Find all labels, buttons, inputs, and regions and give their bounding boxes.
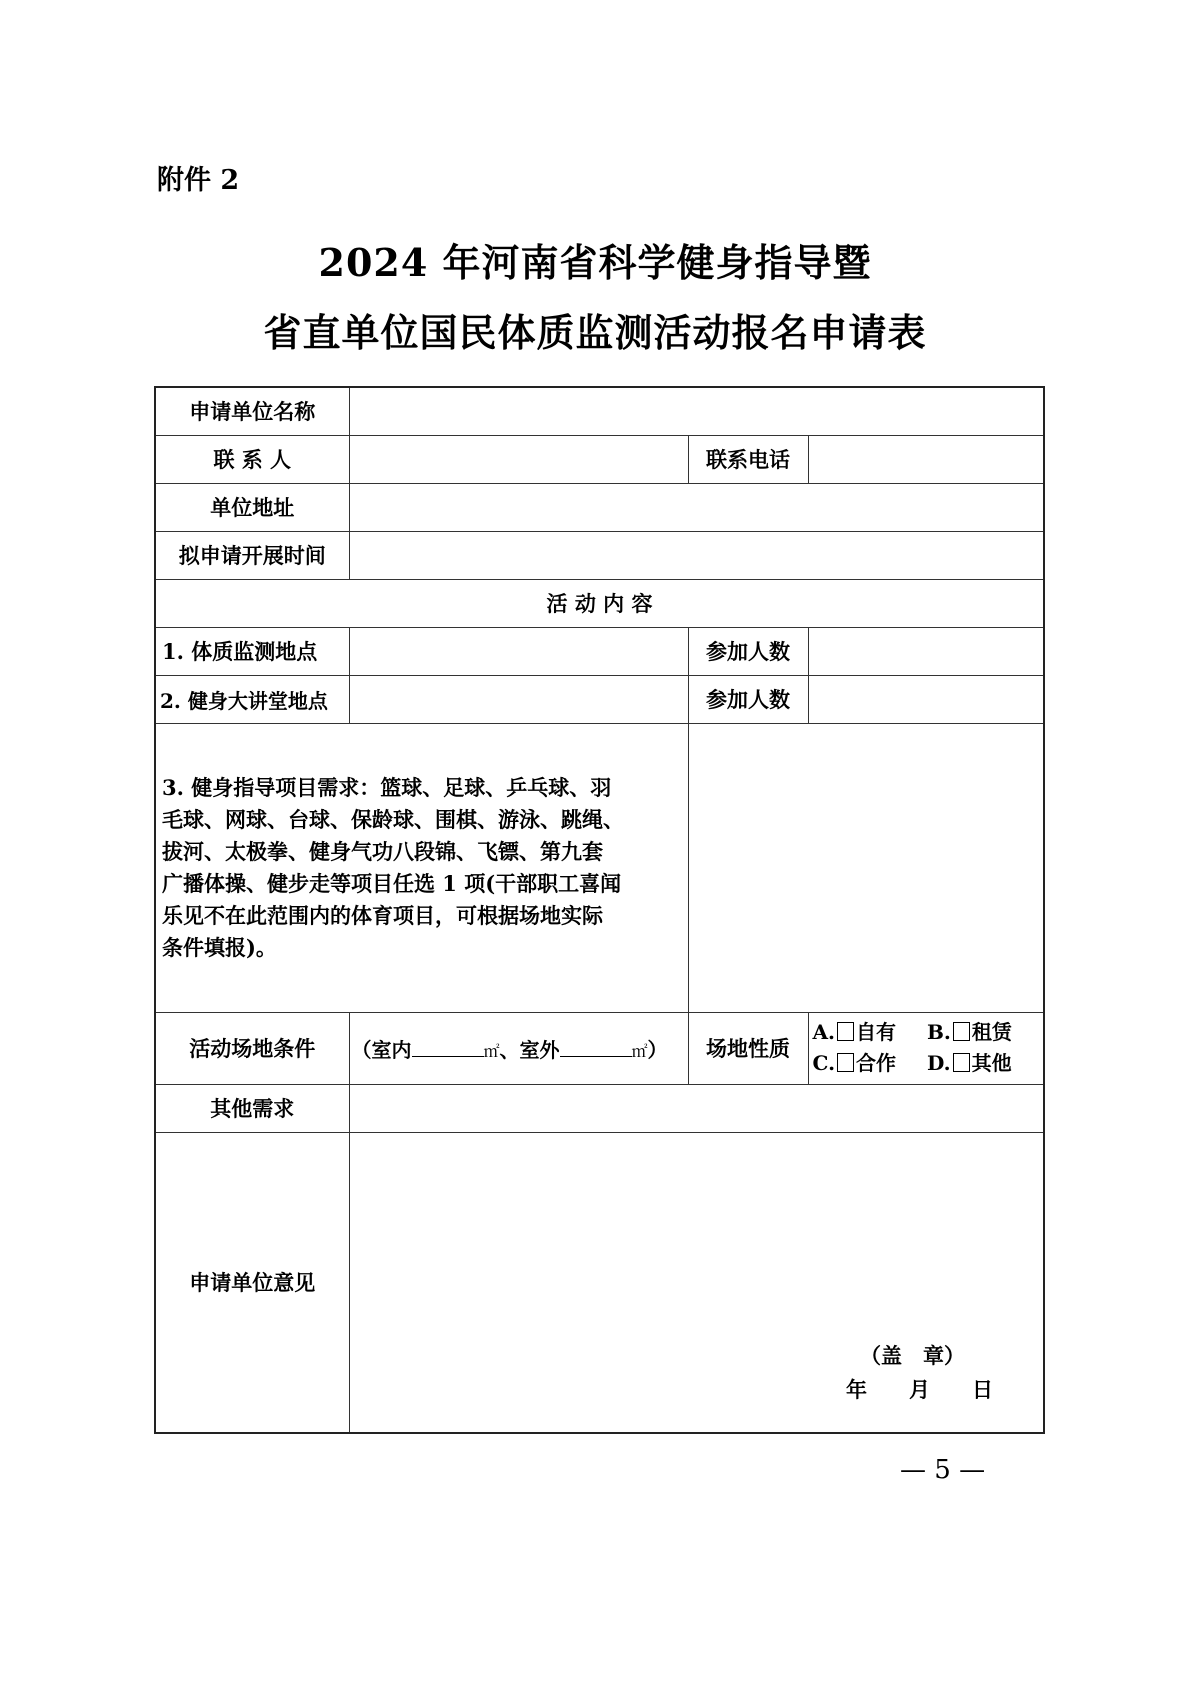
planned-time-label: 拟申请开展时间	[155, 531, 349, 579]
item3-line: 3. 健身指导项目需求：篮球、足球、乒乓球、羽	[162, 774, 612, 800]
checkbox[interactable]	[953, 1022, 970, 1041]
option-prefix: D.	[927, 1051, 951, 1075]
participants-label-2: 参加人数	[688, 675, 808, 723]
participants-field-2[interactable]	[808, 675, 1044, 723]
other-needs-field[interactable]	[349, 1084, 1044, 1132]
activity-content-header: 活 动 内 容	[155, 579, 1044, 627]
opinion-label: 申请单位意见	[155, 1132, 349, 1433]
item3-line: 条件填报)。	[162, 934, 277, 960]
participants-label-1: 参加人数	[688, 627, 808, 675]
option-prefix: C.	[812, 1051, 836, 1075]
address-field[interactable]	[349, 483, 1044, 531]
planned-time-field[interactable]	[349, 531, 1044, 579]
row-item1	[155, 627, 1044, 675]
attachment-label: 附件 2	[157, 165, 240, 196]
outdoor-label: 、室外	[499, 1037, 560, 1062]
applicant-name-field[interactable]	[349, 387, 1044, 435]
item3-line: 乐见不在此范围内的体育项目，可根据场地实际	[162, 902, 603, 928]
row-item3	[155, 723, 1044, 1012]
option-prefix: B.	[926, 1020, 951, 1044]
option-a[interactable]	[813, 1020, 896, 1044]
checkbox[interactable]	[953, 1053, 970, 1072]
option-prefix: A.	[812, 1020, 835, 1044]
item2-field[interactable]	[349, 675, 688, 723]
indoor-label: （室内	[351, 1037, 412, 1062]
title-line-1: 2024 年河南省科学健身指导暨	[318, 240, 872, 285]
unit-label: ㎡	[483, 1041, 500, 1061]
phone-field[interactable]	[808, 435, 1044, 483]
other-needs-label: 其他需求	[155, 1084, 349, 1132]
participants-field-1[interactable]	[808, 627, 1044, 675]
item1-field[interactable]	[349, 627, 688, 675]
venue-area-field[interactable]	[349, 1012, 688, 1084]
item3-line: 广播体操、健步走等项目任选 1 项(干部职工喜闻	[162, 870, 622, 896]
address-label: 单位地址	[155, 483, 349, 531]
venue-nature-options	[808, 1012, 1044, 1084]
indoor-area-blank[interactable]	[412, 1036, 484, 1057]
item3-line: 毛球、网球、台球、保龄球、围棋、游泳、跳绳、	[162, 806, 624, 832]
option-label: 其他	[971, 1051, 1012, 1075]
title-line-2: 省直单位国民体质监测活动报名申请表	[263, 310, 927, 355]
checkbox[interactable]	[837, 1053, 854, 1072]
option-c[interactable]	[813, 1051, 897, 1075]
venue-condition-label: 活动场地条件	[155, 1012, 349, 1084]
item3-line: 拔河、太极拳、健身气功八段锦、飞镖、第九套	[162, 838, 603, 864]
phone-label: 联系电话	[688, 435, 808, 483]
contact-field[interactable]	[349, 435, 688, 483]
item3-field[interactable]	[688, 723, 1044, 1012]
row-address	[155, 483, 1044, 531]
row-opinion	[155, 1132, 1044, 1433]
page-number: — 5 —	[900, 1455, 986, 1485]
row-applicant-name	[155, 387, 1044, 435]
option-label: 合作	[856, 1051, 897, 1075]
item2-label: 2. 健身大讲堂地点	[155, 675, 349, 723]
item3-description	[155, 723, 688, 1012]
row-activity-header	[155, 579, 1044, 627]
option-label: 自有	[855, 1020, 896, 1044]
outdoor-area-blank[interactable]	[560, 1036, 632, 1057]
checkbox[interactable]	[837, 1022, 854, 1041]
row-venue	[155, 1012, 1044, 1084]
item1-label: 1. 体质监测地点	[155, 627, 349, 675]
option-d[interactable]	[927, 1051, 1012, 1075]
applicant-name-label: 申请单位名称	[155, 387, 349, 435]
venue-nature-label: 场地性质	[688, 1012, 808, 1084]
row-planned-time	[155, 531, 1044, 579]
row-item2	[155, 675, 1044, 723]
opinion-field[interactable]	[349, 1132, 1044, 1433]
date-label: 年 月 日	[846, 1377, 993, 1402]
option-label: 租赁	[971, 1020, 1012, 1044]
unit-label: ㎡	[631, 1041, 648, 1061]
row-contact	[155, 435, 1044, 483]
row-other-needs	[155, 1084, 1044, 1132]
application-form-table	[154, 386, 1045, 1434]
seal-label: （盖 章）	[860, 1343, 965, 1368]
option-b[interactable]	[927, 1020, 1012, 1044]
contact-label: 联 系 人	[155, 435, 349, 483]
paren-close: ）	[647, 1037, 668, 1062]
